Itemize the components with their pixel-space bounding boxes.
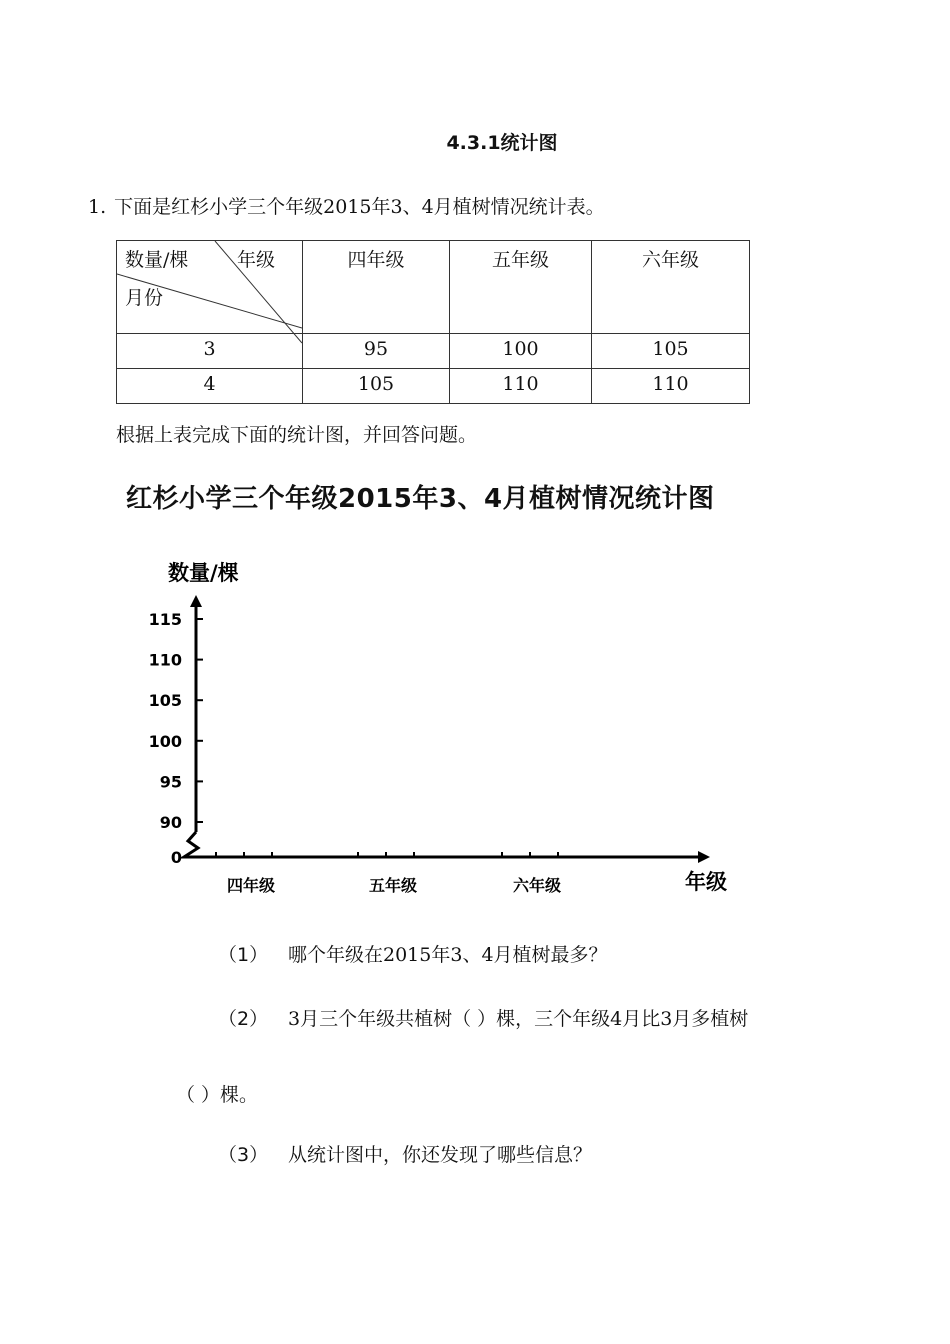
header-grade-label: 年级 (237, 249, 276, 271)
y-tick-label: 100 (148, 731, 182, 751)
question-1-text (88, 192, 605, 219)
statistics-table (116, 240, 750, 404)
header-quantity-label: 数量/棵 (125, 249, 189, 271)
x-category-label: 五年级 (368, 876, 418, 895)
sub-question-3 (218, 1140, 592, 1167)
table-cell: 110 (592, 369, 750, 404)
sub-question-2 (218, 1004, 748, 1031)
row-month: 3 (117, 334, 303, 369)
question-stem: 下面是红杉小学三个年级2015年3、4月植树情况统计表。 (114, 196, 605, 218)
table-cell: 95 (303, 334, 450, 369)
y-tick-label: 110 (148, 650, 182, 670)
sub-question-text: 从统计图中，你还发现了哪些信息？ (288, 1144, 593, 1166)
x-category-label: 六年级 (512, 876, 562, 895)
column-header: 四年级 (303, 241, 450, 334)
y-axis-label: 数量/棵 (168, 561, 239, 585)
instruction-text: 根据上表完成下面的统计图，并回答问题。 (116, 424, 478, 446)
axis-break (184, 832, 198, 857)
table-row (117, 369, 750, 404)
y-tick-label: 105 (148, 691, 182, 711)
table-cell: 100 (450, 334, 592, 369)
row-month: 4 (117, 369, 303, 404)
y-tick-label: 95 (159, 772, 182, 792)
bar-chart (140, 545, 760, 905)
sub-question-1 (218, 940, 608, 967)
sub-question-number: （3） (218, 1144, 269, 1166)
sub-question-2-continuation: （ ）棵。 (176, 1084, 259, 1106)
header-month-label: 月份 (125, 287, 164, 309)
question-number: 1. (88, 196, 107, 218)
header-corner-cell (117, 241, 303, 334)
column-header: 五年级 (450, 241, 592, 334)
y-tick-label: 115 (148, 610, 182, 629)
table-cell: 105 (303, 369, 450, 404)
table-header-row (117, 241, 750, 334)
sub-question-text: 哪个年级在2015年3、4月植树最多？ (288, 944, 608, 966)
column-header: 六年级 (592, 241, 750, 334)
x-axis-label: 年级 (685, 869, 727, 894)
table-cell: 105 (592, 334, 750, 369)
sub-question-text: 3月三个年级共植树（ ）棵，三个年级4月比3月多植树 (288, 1008, 749, 1030)
y-tick-label: 0 (170, 848, 182, 867)
sub-question-number: （2） (218, 1008, 269, 1030)
sub-question-number: （1） (218, 944, 269, 966)
table-cell: 110 (450, 369, 592, 404)
page-title: 4.3.1统计图 (446, 132, 558, 154)
chart-title: 红杉小学三个年级2015年3、4月植树情况统计图 (126, 484, 715, 514)
x-axis-arrow (698, 851, 710, 863)
y-axis-arrow (190, 595, 202, 607)
x-category-label: 四年级 (226, 876, 276, 895)
y-tick-label: 90 (159, 813, 182, 832)
